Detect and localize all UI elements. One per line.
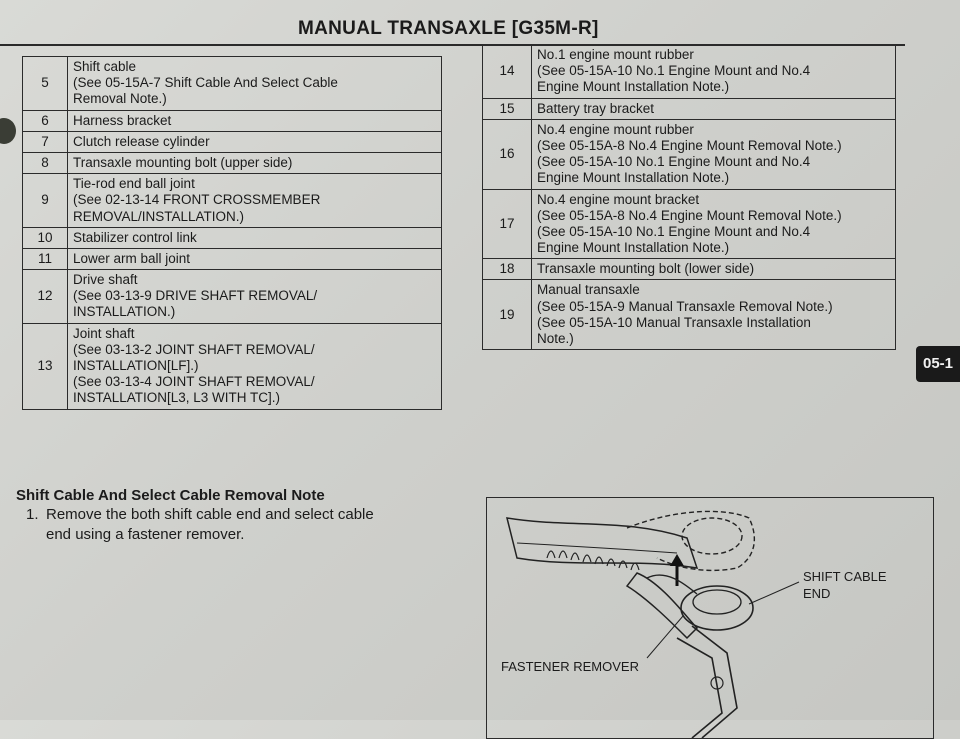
description-line: No.4 engine mount bracket	[537, 191, 700, 207]
description-line: Engine Mount Installation Note.)	[537, 79, 730, 95]
description-line: (See 02-13-14 FRONT CROSSMEMBER	[73, 192, 321, 208]
description-line: Removal Note.)	[73, 91, 167, 107]
table-row	[23, 270, 442, 324]
description-line: Shift cable	[73, 59, 137, 74]
description-line: REMOVAL/INSTALLATION.)	[73, 208, 245, 224]
item-description	[532, 119, 896, 189]
item-description	[68, 248, 442, 269]
item-description	[532, 280, 896, 350]
item-number: 17	[483, 189, 532, 259]
description-line: (See 05-15A-8 No.4 Engine Mount Removal Note.)	[537, 137, 842, 153]
item-number: 18	[483, 259, 532, 280]
table-row	[483, 45, 896, 99]
description-line: (See 05-15A-10 Manual Transaxle Installation	[537, 314, 811, 330]
item-description	[68, 57, 442, 111]
description-line: (See 05-15A-8 No.4 Engine Mount Removal Note.)	[537, 207, 842, 223]
description-line: No.1 engine mount rubber	[537, 47, 694, 62]
item-number: 14	[483, 45, 532, 99]
item-number: 12	[23, 270, 68, 324]
description-line: Harness bracket	[73, 112, 172, 128]
table-row	[483, 98, 896, 119]
item-number: 6	[23, 110, 68, 131]
description-line: Engine Mount Installation Note.)	[537, 170, 730, 186]
item-description	[68, 323, 442, 409]
description-line: INSTALLATION[LF].)	[73, 358, 199, 373]
table-row	[23, 131, 442, 152]
binder-hole	[0, 118, 16, 144]
item-description	[532, 259, 896, 280]
description-line: Tie-rod end ball joint	[73, 176, 195, 192]
step-text-line1: Remove the both shift cable end and select cable	[46, 506, 374, 523]
parts-table-left	[22, 56, 442, 410]
item-description	[68, 131, 442, 152]
description-line: INSTALLATION[L3, L3 WITH TC].)	[73, 390, 281, 406]
description-line: (See 05-15A-7 Shift Cable And Select Cable	[73, 75, 338, 91]
shift-cable-illustration	[487, 498, 933, 738]
item-number: 8	[23, 152, 68, 173]
description-line: Lower arm ball joint	[73, 250, 191, 266]
description-line: Engine Mount Installation Note.)	[537, 240, 730, 256]
item-description	[68, 174, 442, 228]
table-row	[483, 259, 896, 280]
description-line: Battery tray bracket	[537, 100, 655, 116]
item-description	[68, 110, 442, 131]
item-description	[68, 270, 442, 324]
description-line: Drive shaft	[73, 272, 138, 288]
description-line: Note.)	[537, 331, 574, 346]
table-row	[23, 227, 442, 248]
description-line: (See 03-13-4 JOINT SHAFT REMOVAL/	[73, 374, 315, 390]
description-line: (See 05-15A-10 No.1 Engine Mount and No.4	[537, 63, 811, 79]
table-row	[483, 280, 896, 350]
item-number: 5	[23, 57, 68, 111]
item-number: 15	[483, 98, 532, 119]
item-number: 7	[23, 131, 68, 152]
step-text-line2: end using a fastener remover.	[46, 525, 245, 543]
table-row	[23, 57, 442, 111]
table-row	[23, 174, 442, 228]
description-line: No.4 engine mount rubber	[537, 121, 694, 137]
item-number: 13	[23, 323, 68, 409]
item-number: 10	[23, 227, 68, 248]
table-row	[23, 248, 442, 269]
shift-cable-end-label-line1: SHIFT CABLE	[803, 569, 887, 584]
description-line: Stabilizer control link	[73, 229, 197, 245]
description-line: (See 05-15A-9 Manual Transaxle Removal Note.)	[537, 298, 833, 314]
description-line: Transaxle mounting bolt (lower side)	[537, 261, 755, 277]
description-line: (See 03-13-2 JOINT SHAFT REMOVAL/	[73, 341, 315, 357]
shift-cable-end-label-line2: END	[803, 585, 831, 601]
item-number: 11	[23, 248, 68, 269]
description-line: (See 05-15A-10 No.1 Engine Mount and No.4	[537, 154, 811, 170]
section-tab: 05-1	[916, 346, 960, 382]
illustration-figure	[486, 497, 934, 739]
item-description	[532, 98, 896, 119]
table-row	[23, 323, 442, 409]
description-line: Joint shaft	[73, 325, 135, 341]
table-row	[483, 189, 896, 259]
description-line: (See 05-15A-10 No.1 Engine Mount and No.4	[537, 223, 811, 239]
item-number: 16	[483, 119, 532, 189]
item-description	[68, 227, 442, 248]
item-number: 19	[483, 280, 532, 350]
description-line: INSTALLATION.)	[73, 304, 176, 320]
item-description	[68, 152, 442, 173]
shift-cable-end-label	[803, 569, 887, 603]
item-description	[532, 45, 896, 99]
description-line: Clutch release cylinder	[73, 133, 210, 149]
table-row	[23, 152, 442, 173]
description-line: Transaxle mounting bolt (upper side)	[73, 154, 293, 170]
section-heading: Shift Cable And Select Cable Removal Note	[16, 487, 325, 504]
table-row	[483, 119, 896, 189]
parts-table-right	[482, 44, 896, 350]
fastener-remover-label: FASTENER REMOVER	[501, 659, 639, 674]
item-number: 9	[23, 174, 68, 228]
table-row	[23, 110, 442, 131]
description-line: Manual transaxle	[537, 282, 640, 298]
description-line: (See 03-13-9 DRIVE SHAFT REMOVAL/	[73, 288, 318, 304]
step-number: 1.	[26, 506, 39, 523]
item-description	[532, 189, 896, 259]
page-title: MANUAL TRANSAXLE [G35M-R]	[298, 18, 599, 39]
procedure-step	[26, 505, 456, 544]
